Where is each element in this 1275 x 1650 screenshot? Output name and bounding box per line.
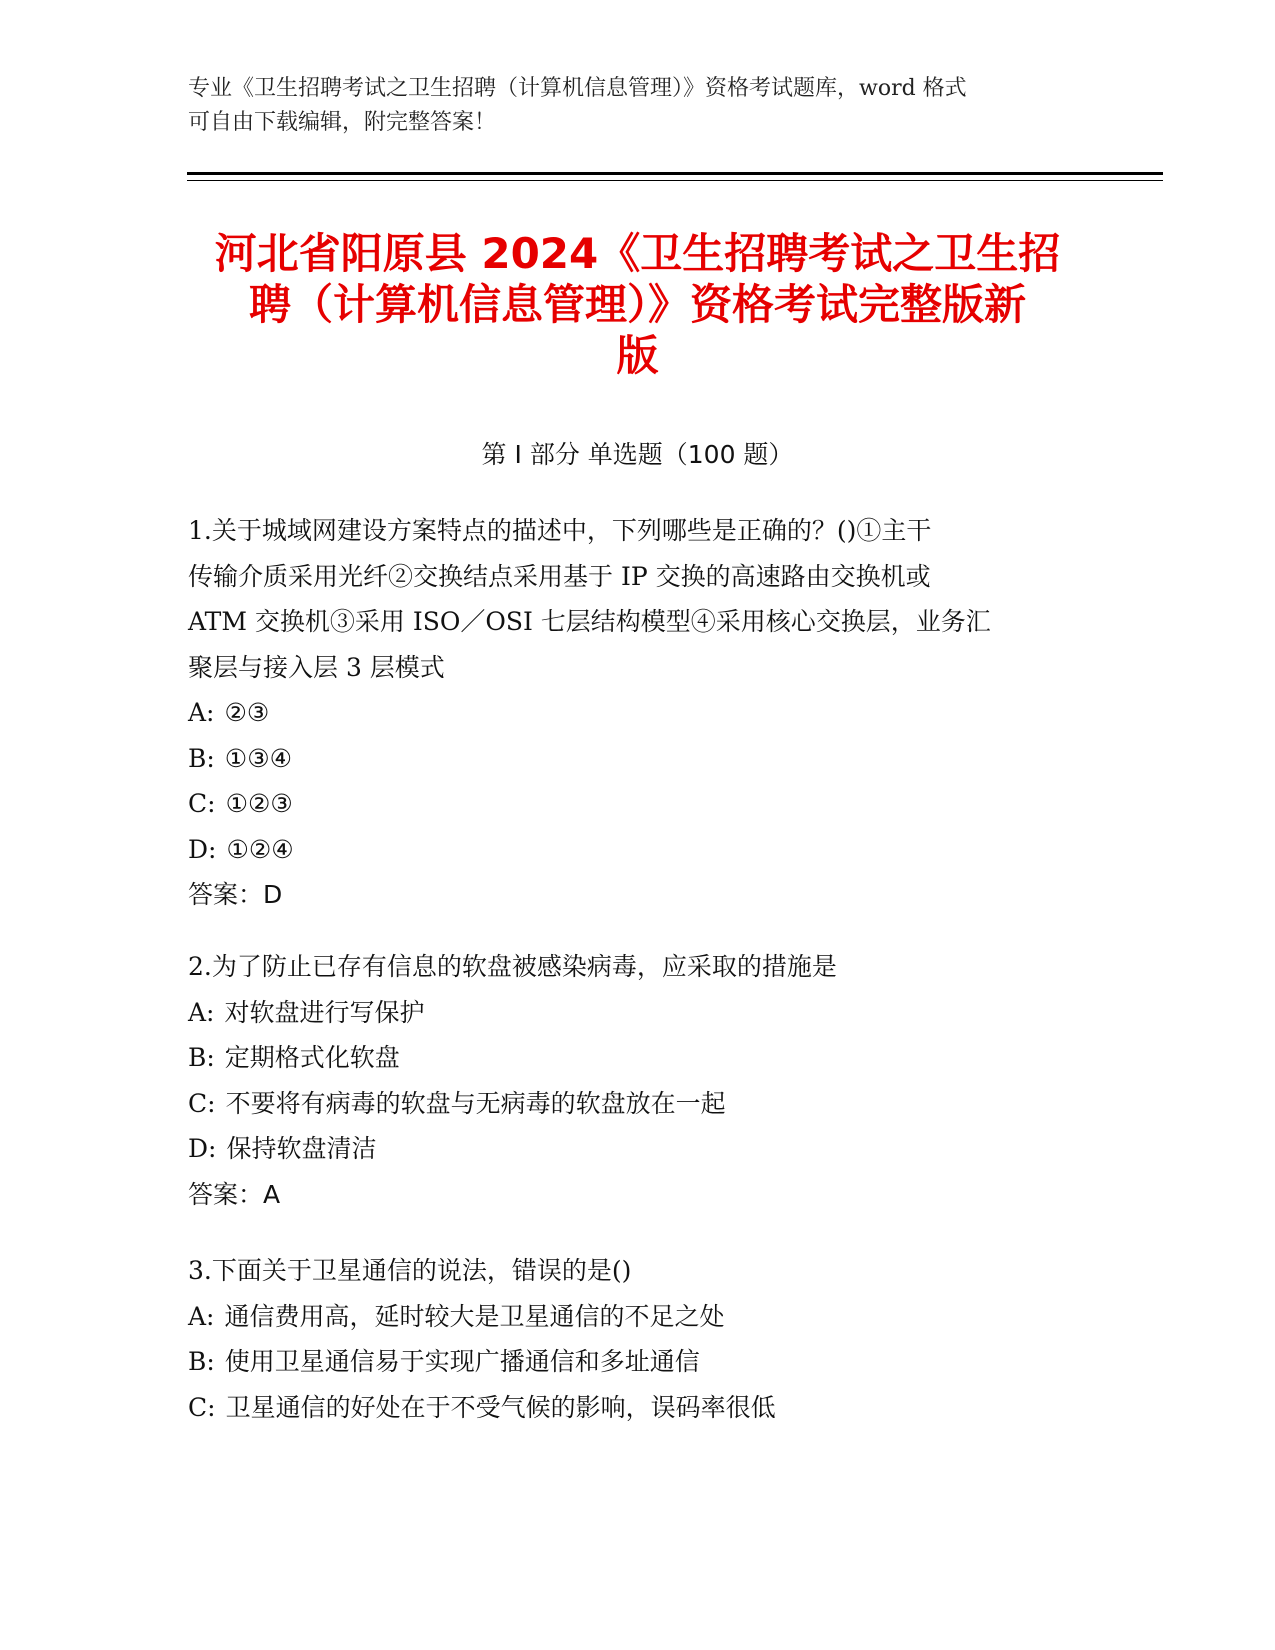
question-block	[188, 944, 1078, 1217]
title-line: 版	[616, 331, 659, 380]
title-line: 河北省阳原县 2024《卫生招聘考试之卫生招	[214, 229, 1061, 278]
question-stem-line: 聚层与接入层 3 层模式	[188, 652, 445, 682]
option-letter: C:	[188, 1088, 216, 1118]
option-text: ②③	[224, 698, 270, 727]
question-block	[188, 508, 1078, 918]
option-text: ①③④	[224, 743, 293, 773]
option-a	[188, 690, 1078, 736]
option-d	[188, 827, 1078, 873]
option-letter: D:	[188, 834, 217, 864]
question-stem-line: 2.为了防止已存有信息的软盘被感染病毒，应采取的措施是	[188, 952, 837, 981]
option-letter: B:	[188, 743, 215, 773]
option-text: 不要将有病毒的软盘与无病毒的软盘放在一起	[225, 1088, 726, 1118]
option-d	[188, 1126, 1078, 1172]
option-letter: C:	[188, 789, 216, 818]
option-text: 使用卫星通信易于实现广播通信和多址通信	[224, 1347, 700, 1376]
option-text: 卫星通信的好处在于不受气候的影响，误码率很低	[225, 1392, 776, 1422]
option-text: ①②④	[226, 834, 294, 864]
question-stem-line: 3.下面关于卫星通信的说法，错误的是()	[188, 1256, 632, 1285]
option-text: ①②③	[225, 789, 293, 818]
option-text: 通信费用高，延时较大是卫星通信的不足之处	[224, 1301, 725, 1331]
answer-line: 答案：D	[188, 880, 283, 909]
option-a	[188, 1294, 1078, 1340]
option-letter: D:	[188, 1134, 217, 1163]
option-c	[188, 781, 1078, 827]
question-stem-line: ATM 交换机③采用 ISO／OSI 七层结构模型④采用核心交换层，业务汇	[188, 607, 991, 636]
document-title	[180, 228, 1095, 381]
header-note	[188, 72, 1078, 140]
answer-line: 答案：A	[188, 1179, 281, 1209]
title-line: 聘（计算机信息管理）》资格考试完整版新	[248, 280, 1026, 329]
option-b	[188, 736, 1078, 782]
option-b	[188, 1339, 1078, 1385]
header-divider-thick	[187, 172, 1163, 175]
option-letter: A:	[188, 698, 215, 727]
section-heading: 第 I 部分 单选题（100 题）	[481, 440, 794, 469]
option-letter: B:	[188, 1347, 215, 1376]
header-note-line: 专业《卫生招聘考试之卫生招聘（计算机信息管理）》资格考试题库，word 格式	[188, 76, 967, 101]
option-letter: A:	[188, 997, 215, 1027]
header-note-line: 可自由下载编辑，附完整答案！	[188, 110, 497, 135]
option-letter: A:	[188, 1301, 215, 1331]
option-a	[188, 990, 1078, 1036]
question-stem-line: 传输介质采用光纤②交换结点采用基于 IP 交换的高速路由交换机或	[188, 561, 931, 591]
option-c	[188, 1385, 1078, 1431]
question-stem-line: 1.关于城域网建设方案特点的描述中，下列哪些是正确的？()①主干	[188, 516, 932, 545]
option-text: 定期格式化软盘	[224, 1043, 400, 1072]
option-text: 保持软盘清洁	[226, 1134, 377, 1163]
header-divider-thin	[187, 180, 1163, 181]
option-c	[188, 1081, 1078, 1127]
option-text: 对软盘进行写保护	[224, 997, 425, 1027]
question-block	[188, 1248, 1078, 1430]
option-letter: B:	[188, 1043, 215, 1072]
option-letter: C:	[188, 1392, 216, 1422]
option-b	[188, 1035, 1078, 1081]
